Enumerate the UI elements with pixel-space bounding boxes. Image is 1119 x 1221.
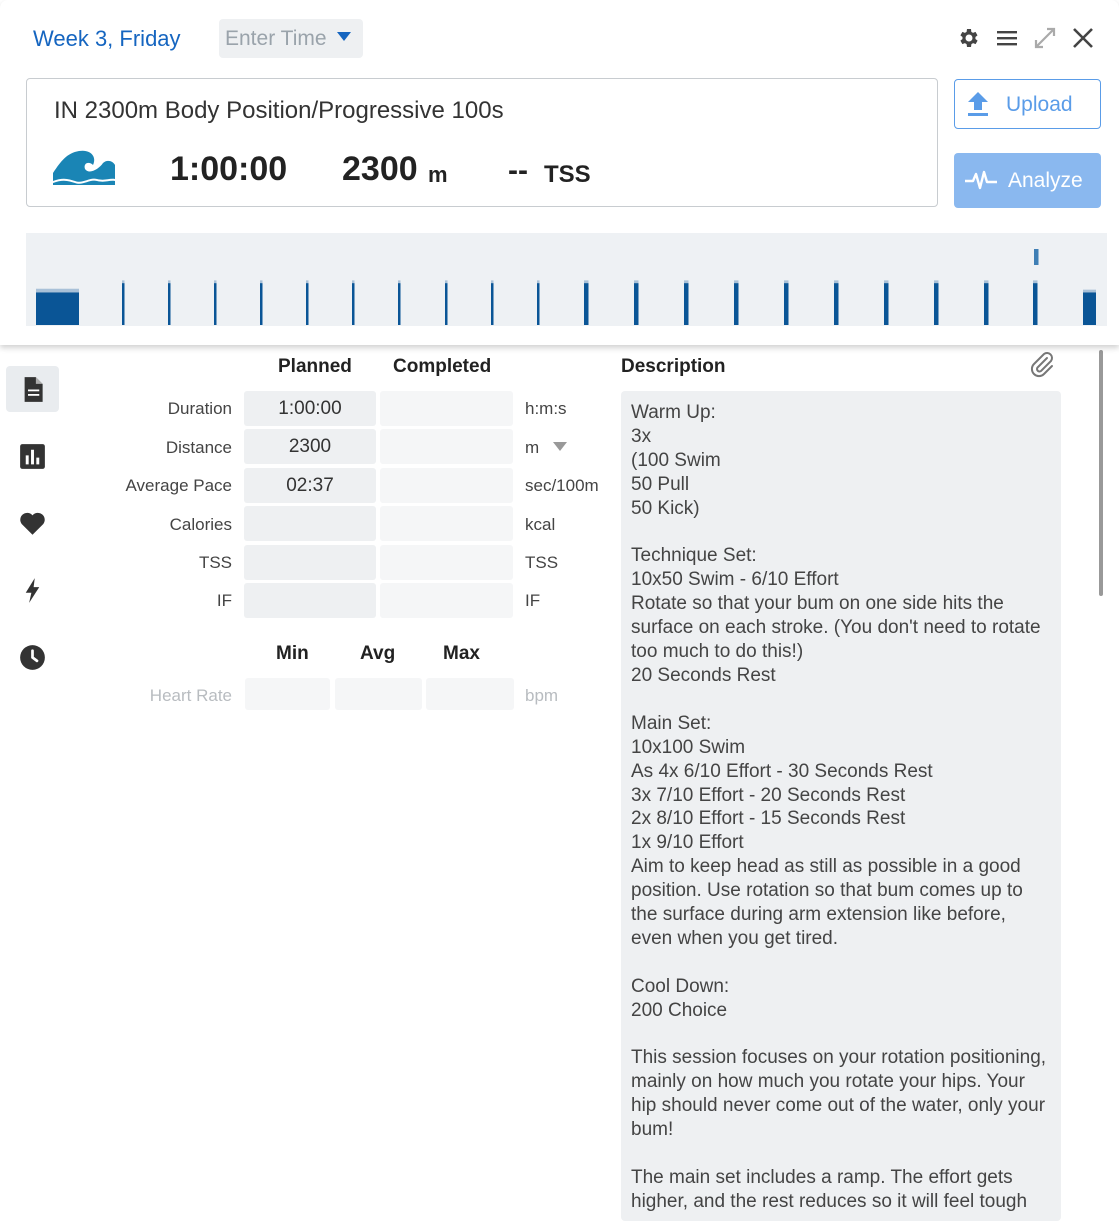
interval-bar-cap [36,289,79,293]
interval-bar-cap [634,280,639,283]
interval-bar-cap [584,280,589,283]
calories-unit: kcal [525,515,556,534]
scrollbar[interactable] [1099,350,1103,596]
interval-bar-cap [1083,290,1096,293]
menu-icon[interactable] [995,26,1019,50]
if-completed-input[interactable] [380,583,513,618]
caret-down-icon[interactable] [553,442,567,451]
duration-completed-input[interactable] [380,391,513,426]
upload-icon [966,90,990,118]
interval-bar[interactable] [445,283,448,325]
interval-bar-cap [214,280,217,283]
distance-unit: m [428,162,448,187]
duration-label: Duration [167,399,232,418]
calories-completed-input[interactable] [380,506,513,541]
paperclip-icon[interactable] [1028,350,1056,378]
pace-unit: sec/100m [525,476,599,495]
duration-unit: h:m:s [525,399,567,418]
window-controls [957,26,1095,50]
if-label: IF [216,591,232,610]
interval-bar-cap [734,280,739,283]
interval-bar[interactable] [884,283,889,325]
expand-icon[interactable] [1033,26,1057,50]
lightning-icon [19,577,46,604]
description-textarea[interactable]: Warm Up: 3x (100 Swim 50 Pull 50 Kick) Technique Set: 10x50 Swim - 6/10 Effort Rotate so that your bum on one side hits the surface on each stroke. (You don't need to rotate too much to do this!) 20 Seconds Rest Main Set: 10x100 Swim As 4x 6/10 Effort - 30 Seconds Rest 3x 7/10 Effort - 20 Seconds Rest 2x 8/10 Effort - 15 Seconds Rest 1x 9/10 Effort Aim to keep head as still as possible in a good position. Use rotation so that bum comes up to the surface during arm extension like before, even when you get tired. Cool Down: 200 Choice This session focuses on your rotation positioning, mainly on how much you rotate your hips. Your hip should never come out of the water, only your bum! The main set includes a ramp. The effort gets higher, and the rest reduces so it will feel tough [621,391,1061,1221]
interval-bar[interactable] [634,283,639,325]
interval-bar-cap [491,280,494,283]
sidebar-item-power[interactable] [6,567,59,613]
gear-icon[interactable] [957,26,981,50]
interval-bar-cap [168,280,171,283]
distance-planned-input[interactable]: 2300 [244,429,376,464]
pulse-icon [964,169,998,191]
distance-completed-input[interactable] [380,429,513,464]
tss-unit: TSS [525,553,559,572]
interval-bar-cap [1033,280,1038,283]
heart-rate-max-input[interactable] [426,678,514,710]
tss-label: TSS [544,161,591,188]
workout-summary-card[interactable] [26,78,938,207]
interval-bar-cap [884,280,889,283]
interval-bar-cap [352,280,355,283]
interval-bar[interactable] [36,292,79,325]
planned-header: Planned [278,356,352,377]
interval-bar-cap [398,280,401,283]
tss-completed-input[interactable] [380,545,513,580]
sidebar-item-graphs[interactable] [6,433,59,479]
clock-icon [19,644,46,671]
interval-bar[interactable] [122,283,125,325]
interval-bar-cap [445,280,448,283]
upload-label: Upload [1006,93,1073,116]
distance-label: Distance [165,438,232,457]
workout-title: IN 2300m Body Position/Progressive 100s [54,97,504,124]
week-day-title: Week 3, Friday [33,26,181,51]
interval-bar[interactable] [1083,292,1096,325]
if-unit: IF [525,591,541,610]
chart-icon [19,443,46,470]
min-header: Min [276,643,309,664]
interval-bar[interactable] [260,283,263,325]
pace-planned-input[interactable]: 02:37 [244,468,376,503]
interval-bar-cap [684,280,689,283]
if-planned-input[interactable] [244,583,376,618]
interval-bar[interactable] [734,283,739,325]
interval-bar-cap [260,280,263,283]
sidebar-item-details[interactable] [6,366,59,412]
workout-header-panel [0,0,1119,345]
swim-wave-icon [53,147,115,185]
interval-bar[interactable] [984,283,989,325]
interval-bar[interactable] [306,283,309,325]
avg-header: Avg [360,643,396,664]
completed-header: Completed [393,356,492,377]
caret-down-icon [337,32,351,41]
heart-rate-label: Heart Rate [149,686,232,705]
time-select[interactable] [219,19,363,58]
interval-bar[interactable] [398,283,401,325]
distance-unit-select[interactable]: m [525,438,540,457]
duration-planned-input[interactable]: 1:00:00 [244,391,376,426]
interval-bar[interactable] [491,283,494,325]
calories-planned-input[interactable] [244,506,376,541]
interval-bar[interactable] [834,283,839,325]
tss-row-label: TSS [198,553,232,572]
interval-bar[interactable] [684,283,689,325]
planned-distance: 2300 [342,150,418,188]
max-header: Max [443,643,480,664]
interval-bar-cap [306,280,309,283]
planned-duration: 1:00:00 [170,150,288,188]
sidebar-item-history[interactable] [6,634,59,680]
heart-icon [19,510,46,537]
description-header: Description [621,356,726,377]
interval-bar-cap [784,280,789,283]
interval-bar[interactable] [1033,283,1038,325]
interval-bar-cap [834,280,839,283]
interval-bar-cap [934,280,939,283]
interval-bar[interactable] [168,283,171,325]
interval-bar[interactable] [584,283,589,325]
document-icon [19,376,46,403]
sidebar-item-heart[interactable] [6,500,59,546]
time-select-placeholder: Enter Time [225,27,327,50]
interval-bar[interactable] [784,283,789,325]
interval-bar[interactable] [214,283,217,325]
tss-planned-input[interactable] [244,545,376,580]
heart-rate-unit: bpm [525,686,559,705]
interval-bar[interactable] [352,283,355,325]
calories-label: Calories [169,515,232,534]
interval-bar[interactable] [934,283,939,325]
workout-structure-chart [26,233,1107,326]
interval-bar-cap [984,280,989,283]
heart-rate-avg-input[interactable] [335,678,422,710]
average-pace-label: Average Pace [125,476,232,495]
pace-completed-input[interactable] [380,468,513,503]
tss-value: -- [508,154,528,187]
analyze-button[interactable] [954,153,1101,208]
interval-bar-peak [1034,249,1039,265]
interval-bar[interactable] [537,283,540,325]
interval-bar-cap [537,280,540,283]
upload-button[interactable] [954,79,1101,129]
close-icon[interactable] [1071,26,1095,50]
heart-rate-min-input[interactable] [245,678,330,710]
interval-bar-cap [122,280,125,283]
analyze-label: Analyze [1008,169,1083,192]
